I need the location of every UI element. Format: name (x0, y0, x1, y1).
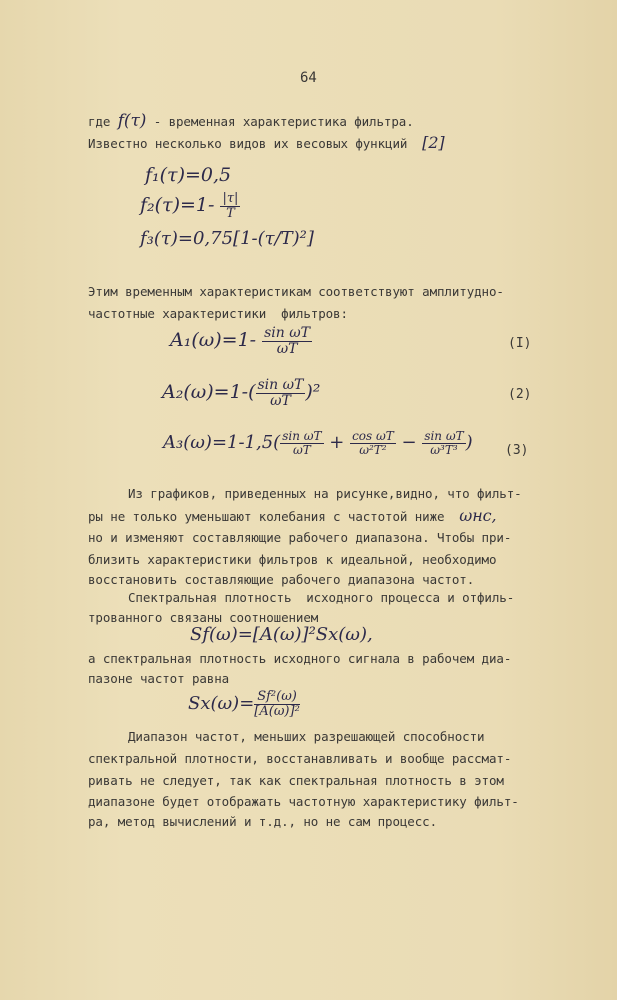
text-line: восстановить составляющие рабочего диапазона частот. (88, 572, 475, 587)
numerator: sin ωT (282, 429, 322, 443)
fraction (422, 430, 465, 456)
fraction (280, 430, 323, 456)
numerator: cos ωT (352, 429, 394, 443)
formula-part: A₁(ω)=1- (170, 329, 263, 352)
denominator: ωT (292, 442, 311, 457)
text-line: ривать не следует, так как спектральная плотность в этом (88, 773, 504, 788)
denominator: ωT (270, 392, 291, 409)
text-line (88, 134, 445, 153)
text-fragment: - временная характеристика фильтра. (153, 114, 414, 129)
formula-a3 (163, 430, 473, 456)
text-line: диапазоне будет отображать частотную характеристику фильт- (88, 794, 519, 809)
denominator: T (226, 205, 235, 221)
text-line: Спектральная плотность исходного процесса и отфиль- (128, 590, 515, 605)
text-line: спектральной плотности, восстанавливать и вообще рассмат- (88, 751, 512, 766)
text-line: но и изменяют составляющие рабочего диапазона. Чтобы при- (88, 530, 512, 545)
text-line (88, 507, 497, 526)
fraction (262, 326, 312, 356)
denominator: ω²T² (359, 442, 387, 457)
equation-number: (2) (508, 387, 532, 402)
numerator: Sf²(ω) (254, 690, 300, 705)
formula-part: − (395, 432, 423, 454)
text-line: близить характеристики фильтров к идеальной, необходимо (88, 552, 497, 567)
text-line: пазоне частот равна (88, 671, 230, 686)
text-line: частотные характеристики фильтров: (88, 306, 348, 321)
text-fragment: Известно несколько видов их весовых функций (88, 136, 408, 151)
formula-part: A₂(ω)=1-( (162, 381, 256, 404)
fraction (256, 378, 306, 408)
formula-f3: f₃(τ)=0,75[1-(τ/T)²] (140, 228, 314, 249)
text-line (88, 112, 414, 131)
formula-part: f₂(τ)=1- (140, 194, 221, 217)
reference-mark: [2] (422, 133, 445, 152)
formula-part: )² (305, 381, 321, 404)
formula-part: Sx(ω)= (188, 693, 255, 715)
formula-f1: f₁(τ)=0,5 (145, 164, 232, 186)
text-line: ра, метод вычислений и т.д., но не сам процесс. (88, 814, 438, 829)
formula-f2 (140, 192, 240, 220)
formula-f-tau: f(τ) (117, 111, 147, 131)
numerator: |τ| (222, 191, 239, 206)
text-fragment: где (88, 114, 111, 129)
formula-part: + (323, 432, 351, 454)
formula-omega-nc: ωнс, (459, 506, 497, 525)
formula-part: ) (465, 432, 473, 454)
fraction (350, 430, 396, 456)
denominator: [A(ω)]² (254, 703, 300, 719)
formula-sx (188, 690, 300, 718)
text-line: Из графиков, приведенных на рисунке,видно, что фильт- (128, 486, 522, 501)
denominator: ωT (276, 340, 298, 357)
text-line: а спектральная плотность исходного сигнала в рабочем диа- (88, 651, 512, 666)
numerator: sin ωT (424, 429, 464, 443)
formula-a2 (162, 378, 320, 408)
fraction (220, 192, 240, 220)
fraction (254, 690, 300, 718)
formula-a1 (170, 326, 312, 356)
equation-number: (I) (508, 336, 532, 351)
formula-s-relation: Sf(ω)=[A(ω)]²Sx(ω), (190, 624, 373, 645)
text-fragment: ры не только уменьшают колебания с частотой ниже (88, 509, 445, 524)
text-line: Диапазон частот, меньших разрешающей способности (128, 729, 485, 744)
text-line: Этим временным характеристикам соответствуют амплитудно- (88, 284, 504, 299)
text-line: трованного связаны соотношением (88, 610, 319, 625)
numerator: sin ωT (264, 325, 311, 341)
numerator: sin ωT (257, 377, 304, 393)
page-number: 64 (300, 70, 317, 86)
denominator: ω³T³ (430, 442, 458, 457)
equation-number: (3) (505, 443, 529, 458)
formula-part: A₃(ω)=1-1,5( (163, 432, 281, 454)
